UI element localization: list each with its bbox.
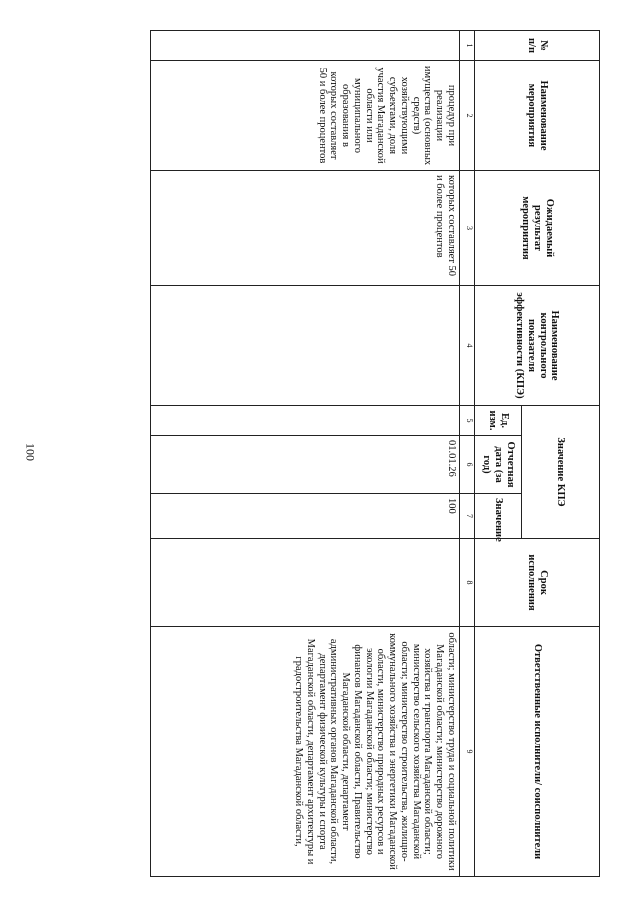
column-number: 5 xyxy=(460,406,475,436)
cell-value: 100 xyxy=(151,494,460,539)
header-expected-result: Ожидаемый результат мероприятия xyxy=(475,171,600,286)
header-value: Значение xyxy=(475,494,522,539)
header-event-name: Наименование мероприятия xyxy=(475,61,600,171)
column-number: 2 xyxy=(460,61,475,171)
header-kpe-value-group: Значение КПЭ xyxy=(522,406,600,539)
column-number: 7 xyxy=(460,494,475,539)
header-deadline: Срок исполнения xyxy=(475,539,600,627)
cell-executors: области; министерство труда и социальной политики Магаданской области; министерство дорожного хозяйства и транспорта Магаданской области; министерство сельского хозяйства Магаданской области; министерство строительства, жилищно-коммунального хозяйства и энергетики Магаданской области, министерство природных ресурсов и экологии Магаданской области; министерство финансов Магаданской области, Правительство Магаданской области, департамент административных органов Магаданской области, департамент физической культуры и спорта Магаданской области, департамент архитектуры и градостроительства Магаданской области, xyxy=(151,627,460,877)
column-number: 6 xyxy=(460,436,475,494)
cell-deadline xyxy=(151,539,460,627)
header-unit: Ед. изм. xyxy=(475,406,522,436)
plan-table xyxy=(150,30,600,877)
cell-unit xyxy=(151,406,460,436)
rotated-table-wrapper xyxy=(113,30,600,876)
cell-event-name: процедур при реализации имущества (основных средств) хозяйствующими субъектами, доля участия Магаданской области или муниципального образования в которых составляет 50 и более процентов xyxy=(151,61,460,171)
column-number: 1 xyxy=(460,31,475,61)
header-executors: Ответственные исполнители/ соисполнители xyxy=(475,627,600,877)
cell-report-date: 01.01.26 xyxy=(151,436,460,494)
header-num: № п/п xyxy=(475,31,600,61)
column-number: 3 xyxy=(460,171,475,286)
column-number: 8 xyxy=(460,539,475,627)
header-kpe-name: Наименование контрольного показателя эффективности (КПЭ) xyxy=(475,286,600,406)
cell-kpe-name xyxy=(151,286,460,406)
cell-num xyxy=(151,31,460,61)
column-number: 4 xyxy=(460,286,475,406)
table-row xyxy=(151,31,460,877)
page-number: 100 xyxy=(23,443,38,461)
column-numbers-row xyxy=(460,31,475,877)
cell-expected-result: которых составляет 50 и более процентов xyxy=(151,171,460,286)
column-number: 9 xyxy=(460,627,475,877)
header-report-date: Отчетная дата (за год) xyxy=(475,436,522,494)
